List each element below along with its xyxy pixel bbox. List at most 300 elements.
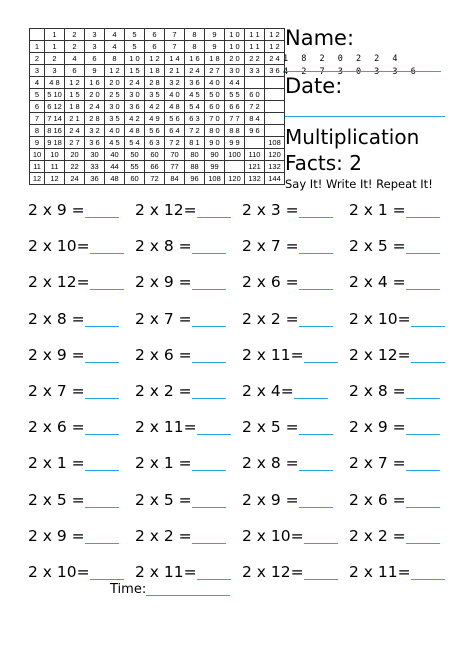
table-cell: 1 1: [245, 41, 265, 53]
table-cell: 9: [205, 29, 225, 41]
table-cell: 1 5: [125, 65, 145, 77]
table-cell: 132: [265, 161, 285, 173]
table-cell: 1 2: [265, 41, 285, 53]
table-cell: 5 6: [145, 125, 165, 137]
table-cell: 4: [30, 77, 45, 89]
problem-text: 2 x 5 =: [135, 490, 192, 509]
table-cell: 6: [145, 41, 165, 53]
table-cell: 3 0: [105, 101, 125, 113]
problem-row: [28, 562, 458, 598]
table-cell: 1 8: [145, 65, 165, 77]
table-cell: 7: [165, 29, 185, 41]
table-cell: 4 8: [125, 125, 145, 137]
table-cell: 9 6: [245, 125, 265, 137]
answer-blank[interactable]: [85, 491, 119, 508]
table-cell: 3: [30, 65, 45, 77]
table-cell: 1 0: [125, 53, 145, 65]
table-cell: 2 2: [245, 53, 265, 65]
table-cell: 4: [65, 53, 85, 65]
name-label: Name:: [285, 26, 355, 50]
problem-row: [28, 453, 458, 489]
problem-text: 2 x 6 =: [135, 345, 192, 364]
answer-blank[interactable]: [197, 563, 231, 580]
table-cell: 11: [45, 161, 65, 173]
table-row: [30, 29, 285, 41]
problem-text: 2 x 7 =: [135, 309, 192, 328]
table-cell: 48: [105, 173, 125, 185]
table-cell: 2 4: [125, 77, 145, 89]
table-cell: 4 0: [165, 89, 185, 101]
table-cell: 9: [30, 137, 45, 149]
problem-text: 2 x 6 =: [349, 490, 406, 509]
table-cell: 60: [145, 149, 165, 161]
table-cell: 8 8: [225, 125, 245, 137]
answer-blank[interactable]: [192, 382, 226, 399]
table-cell: 5 0: [205, 89, 225, 101]
answer-blank[interactable]: [90, 273, 124, 290]
answer-blank[interactable]: [299, 237, 333, 254]
table-cell: 3 6: [125, 101, 145, 113]
worksheet-subtitle: Say It! Write It! Repeat It!: [285, 177, 433, 191]
table-cell: [265, 113, 285, 125]
table-row: [30, 89, 285, 101]
answer-blank[interactable]: [406, 382, 440, 399]
problem: [28, 490, 135, 526]
answer-blank[interactable]: [299, 491, 333, 508]
table-cell: 132: [245, 173, 265, 185]
problem: [135, 381, 242, 417]
table-cell: 100: [225, 149, 245, 161]
problem: [242, 417, 349, 453]
problem-text: 2 x 4 =: [349, 273, 406, 292]
table-cell: 90: [205, 149, 225, 161]
title-line-1: Multiplication: [285, 125, 420, 149]
problem-text: 2 x 7 =: [242, 237, 299, 256]
problem-text: 2 x 8 =: [135, 237, 192, 256]
table-cell: 1 1: [245, 29, 265, 41]
table-cell: 110: [245, 149, 265, 161]
table-cell: 55: [125, 161, 145, 173]
table-cell: 9 0: [205, 137, 225, 149]
overlay-digits-top: 1 8 2 0 2 2 4: [283, 54, 402, 64]
table-cell: 5 4: [125, 137, 145, 149]
table-cell: 8 4: [245, 113, 265, 125]
problem: [135, 272, 242, 308]
problem-text: 2 x 6 =: [242, 273, 299, 292]
table-cell: [265, 89, 285, 101]
multiplication-table: [29, 28, 285, 185]
table-cell: 8: [30, 125, 45, 137]
answer-blank[interactable]: [406, 491, 440, 508]
problem-text: 2 x 9 =: [28, 526, 85, 545]
table-cell: 6 6: [225, 101, 245, 113]
answer-blank[interactable]: [85, 310, 119, 327]
answer-blank[interactable]: [304, 563, 338, 580]
problem: [28, 236, 135, 272]
table-cell: 9: [85, 65, 105, 77]
problem-text: 2 x 6 =: [28, 418, 85, 437]
table-cell: 40: [105, 149, 125, 161]
answer-blank[interactable]: [192, 491, 226, 508]
table-cell: 1 4: [165, 53, 185, 65]
problem: [135, 453, 242, 489]
table-row: [30, 41, 285, 53]
problem-text: 2 x 2 =: [242, 309, 299, 328]
problem: [349, 453, 456, 489]
answer-blank[interactable]: [406, 418, 440, 435]
table-cell: 10: [45, 149, 65, 161]
problem: [349, 526, 456, 562]
table-cell: [265, 125, 285, 137]
table-cell: 1: [45, 29, 65, 41]
table-cell: 4: [105, 29, 125, 41]
table-cell: 6 0: [245, 89, 265, 101]
answer-blank[interactable]: [294, 382, 328, 399]
table-cell: 6 12: [45, 101, 65, 113]
table-cell: 5: [30, 89, 45, 101]
table-cell: 2 0: [85, 89, 105, 101]
problem: [28, 309, 135, 345]
answer-blank[interactable]: [85, 346, 119, 363]
table-cell: 3: [85, 41, 105, 53]
table-cell: 2 8: [85, 113, 105, 125]
answer-blank[interactable]: [299, 418, 333, 435]
table-row: [30, 113, 285, 125]
answer-blank[interactable]: [192, 310, 226, 327]
table-cell: 9: [205, 41, 225, 53]
problem: [349, 272, 456, 308]
table-cell: 144: [265, 173, 285, 185]
table-cell: 2 1: [165, 65, 185, 77]
problem-text: 2 x 10=: [28, 237, 90, 256]
problem-text: 2 x 8 =: [242, 454, 299, 473]
overlay-digits-bottom: 4 2 7 3 0 3 3 6: [283, 67, 420, 77]
problem: [242, 526, 349, 562]
answer-blank[interactable]: [406, 273, 440, 290]
table-cell: 9 18: [45, 137, 65, 149]
table-cell: [30, 29, 45, 41]
problem-text: 2 x 11=: [135, 418, 197, 437]
table-cell: 7 2: [245, 101, 265, 113]
table-cell: 4 8: [165, 101, 185, 113]
table-cell: 33: [85, 161, 105, 173]
problem: [349, 200, 456, 236]
table-cell: 4 4: [225, 77, 245, 89]
answer-blank[interactable]: [90, 237, 124, 254]
table-row: [30, 137, 285, 149]
problem-row: [28, 381, 458, 417]
table-cell: 1 8: [205, 53, 225, 65]
table-cell: 4 2: [125, 113, 145, 125]
table-cell: 6 3: [145, 137, 165, 149]
table-cell: 7 2: [165, 137, 185, 149]
answer-blank[interactable]: [90, 563, 124, 580]
problem: [28, 272, 135, 308]
problem-text: 2 x 4=: [242, 381, 294, 400]
table-cell: [225, 161, 245, 173]
table-cell: 36: [85, 173, 105, 185]
answer-blank[interactable]: [411, 310, 445, 327]
answer-blank[interactable]: [85, 527, 119, 544]
table-cell: 30: [85, 149, 105, 161]
problem: [242, 453, 349, 489]
table-cell: 2 4: [265, 53, 285, 65]
problem-text: 2 x 5 =: [28, 490, 85, 509]
answer-blank[interactable]: [411, 563, 445, 580]
table-cell: 1: [30, 41, 45, 53]
problem: [242, 345, 349, 381]
table-cell: 70: [165, 149, 185, 161]
problem-grid: [28, 200, 458, 598]
table-row: [30, 53, 285, 65]
answer-blank[interactable]: [85, 382, 119, 399]
table-cell: 8 0: [205, 125, 225, 137]
problem-row: [28, 200, 458, 236]
table-cell: 24: [65, 173, 85, 185]
answer-blank[interactable]: [192, 454, 226, 471]
problem-text: 2 x 9 =: [242, 490, 299, 509]
table-cell: 1 2: [145, 53, 165, 65]
table-cell: 6: [145, 29, 165, 41]
worksheet-title: [285, 124, 419, 176]
problem-row: [28, 417, 458, 453]
table-cell: [265, 101, 285, 113]
answer-blank[interactable]: [299, 201, 333, 218]
problem-text: 2 x 11=: [135, 562, 197, 581]
table-cell: 8 16: [45, 125, 65, 137]
problem-text: 2 x 10=: [242, 526, 304, 545]
table-cell: 84: [165, 173, 185, 185]
problem: [28, 200, 135, 236]
table-cell: 2 0: [225, 53, 245, 65]
table-cell: 50: [125, 149, 145, 161]
table-cell: 3: [45, 65, 65, 77]
problem-text: 2 x 3 =: [242, 201, 299, 219]
problem-text: 2 x 9 =: [28, 201, 85, 219]
table-cell: 44: [105, 161, 125, 173]
table-cell: 3 6: [85, 137, 105, 149]
answer-blank[interactable]: [197, 201, 231, 218]
problem: [349, 381, 456, 417]
problem-text: 2 x 8 =: [349, 381, 406, 400]
answer-blank[interactable]: [406, 237, 440, 254]
problem-text: 2 x 1 =: [349, 201, 406, 219]
problem-text: 2 x 2 =: [349, 526, 406, 545]
answer-blank[interactable]: [85, 201, 119, 218]
answer-blank[interactable]: [197, 418, 231, 435]
table-cell: 108: [265, 137, 285, 149]
table-cell: 5 4: [185, 101, 205, 113]
problem: [349, 490, 456, 526]
table-cell: 2 7: [205, 65, 225, 77]
problem: [28, 345, 135, 381]
table-cell: 88: [185, 161, 205, 173]
table-cell: 3 5: [145, 89, 165, 101]
time-blank[interactable]: [146, 583, 230, 596]
answer-blank[interactable]: [192, 346, 226, 363]
table-cell: 4 2: [145, 101, 165, 113]
table-cell: 12: [45, 173, 65, 185]
title-line-2: Facts: 2: [285, 151, 363, 175]
table-cell: 12: [30, 173, 45, 185]
time-label: Time:: [110, 582, 147, 597]
table-cell: 22: [65, 161, 85, 173]
table-cell: 5: [125, 29, 145, 41]
table-cell: 5 5: [225, 89, 245, 101]
table-cell: 2: [65, 29, 85, 41]
problem-text: 2 x 7 =: [28, 381, 85, 400]
table-cell: 6 0: [205, 101, 225, 113]
table-cell: 6 3: [185, 113, 205, 125]
problem-text: 2 x 10=: [349, 309, 411, 328]
table-cell: 80: [185, 149, 205, 161]
problem-text: 2 x 10=: [28, 562, 90, 581]
answer-blank[interactable]: [406, 201, 440, 218]
table-row: [30, 173, 285, 185]
table-cell: 77: [165, 161, 185, 173]
table-row: [30, 149, 285, 161]
problem-text: 2 x 2 =: [135, 381, 192, 400]
table-cell: 2 4: [65, 125, 85, 137]
answer-blank[interactable]: [85, 418, 119, 435]
problem: [28, 453, 135, 489]
problem: [28, 526, 135, 562]
table-cell: 8: [105, 53, 125, 65]
answer-blank[interactable]: [406, 454, 440, 471]
table-cell: 1 2: [265, 29, 285, 41]
table-cell: 2: [30, 53, 45, 65]
table-cell: 7 0: [205, 113, 225, 125]
problem: [242, 490, 349, 526]
table-cell: 8: [185, 29, 205, 41]
problem: [242, 272, 349, 308]
problem: [242, 236, 349, 272]
problem-text: 2 x 9 =: [135, 273, 192, 292]
problem: [135, 309, 242, 345]
problem: [349, 417, 456, 453]
table-row: [30, 65, 285, 77]
answer-blank[interactable]: [411, 346, 445, 363]
table-cell: 108: [205, 173, 225, 185]
name-underline: [285, 71, 441, 72]
table-cell: 7 7: [225, 113, 245, 125]
table-cell: 3 6: [265, 65, 285, 77]
table-cell: 120: [265, 149, 285, 161]
table-cell: 3 0: [125, 89, 145, 101]
date-underline: [285, 116, 445, 117]
problem-text: 2 x 2 =: [135, 526, 192, 545]
table-cell: 3 5: [105, 113, 125, 125]
answer-blank[interactable]: [304, 346, 338, 363]
table-cell: 1 5: [65, 89, 85, 101]
table-cell: 3 2: [165, 77, 185, 89]
problem: [349, 345, 456, 381]
table-cell: 3 0: [225, 65, 245, 77]
problem-row: [28, 526, 458, 562]
problem-text: 2 x 11=: [349, 562, 411, 581]
table-cell: 7 14: [45, 113, 65, 125]
table-cell: 1 6: [185, 53, 205, 65]
problem: [28, 381, 135, 417]
table-cell: 3: [85, 29, 105, 41]
table-cell: 8: [185, 41, 205, 53]
table-cell: 3 2: [85, 125, 105, 137]
answer-blank[interactable]: [192, 527, 226, 544]
table-cell: 120: [225, 173, 245, 185]
answer-blank[interactable]: [85, 454, 119, 471]
table-cell: 1 8: [65, 101, 85, 113]
problem-row: [28, 309, 458, 345]
answer-blank[interactable]: [299, 273, 333, 290]
problem-text: 2 x 12=: [28, 273, 90, 292]
problem: [135, 526, 242, 562]
problem-text: 2 x 11=: [242, 345, 304, 364]
table-cell: [245, 77, 265, 89]
table-cell: 2 0: [105, 77, 125, 89]
table-row: [30, 161, 285, 173]
problem: [28, 417, 135, 453]
problem: [349, 309, 456, 345]
table-cell: 2 8: [145, 77, 165, 89]
table-cell: 96: [185, 173, 205, 185]
table-cell: 8 1: [185, 137, 205, 149]
table-cell: 4 9: [145, 113, 165, 125]
table-cell: 4: [105, 41, 125, 53]
table-cell: [265, 77, 285, 89]
table-cell: 121: [245, 161, 265, 173]
answer-blank[interactable]: [299, 454, 333, 471]
problem-row: [28, 490, 458, 526]
answer-blank[interactable]: [304, 527, 338, 544]
problem-row: [28, 236, 458, 272]
table-cell: 1 2: [65, 77, 85, 89]
table-cell: 20: [65, 149, 85, 161]
table-cell: 7 2: [185, 125, 205, 137]
answer-blank[interactable]: [406, 527, 440, 544]
table-cell: 3 6: [185, 77, 205, 89]
table-row: [30, 101, 285, 113]
table-cell: 99: [205, 161, 225, 173]
table-cell: 11: [30, 161, 45, 173]
table-cell: 2: [45, 53, 65, 65]
date-label: Date:: [285, 74, 343, 98]
table-cell: 5: [125, 41, 145, 53]
table-cell: 6: [65, 65, 85, 77]
answer-blank[interactable]: [192, 273, 226, 290]
table-cell: 4 5: [105, 137, 125, 149]
table-cell: 1: [45, 41, 65, 53]
table-cell: 6 4: [165, 125, 185, 137]
problem-text: 2 x 9 =: [349, 418, 406, 437]
table-cell: 1 6: [85, 77, 105, 89]
table-cell: [245, 137, 265, 149]
problem-row: [28, 272, 458, 308]
table-cell: 3 3: [245, 65, 265, 77]
table-cell: 2 7: [65, 137, 85, 149]
problem: [242, 381, 349, 417]
table-cell: 66: [145, 161, 165, 173]
problem: [242, 200, 349, 236]
problem: [135, 236, 242, 272]
table-cell: 5 6: [165, 113, 185, 125]
table-cell: 7: [165, 41, 185, 53]
time-field: [110, 582, 230, 597]
answer-blank[interactable]: [192, 237, 226, 254]
table-row: [30, 77, 285, 89]
table-cell: 2: [65, 41, 85, 53]
answer-blank[interactable]: [299, 310, 333, 327]
table-cell: 4 8: [45, 77, 65, 89]
